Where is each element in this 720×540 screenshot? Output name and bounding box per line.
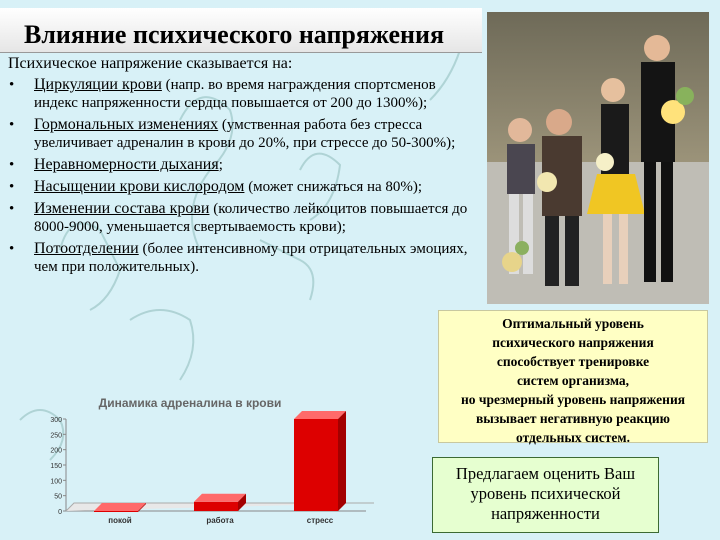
x-tick-label: стресс (306, 516, 334, 525)
x-tick-label: работа (206, 516, 234, 525)
bullet-icon: • (9, 157, 15, 173)
chart-bar (94, 511, 138, 512)
list-item (0, 76, 470, 112)
callout-line: отдельных систем. (516, 430, 630, 445)
callout-line: способствует тренировке (496, 354, 650, 369)
callout-line: психического напряжения (492, 335, 654, 350)
callout-line: систем организма, (516, 373, 630, 388)
bullet-desc: (умственная работа без стресса увеличивает адреналин в крови до 20%, при стрессе до 50-300%); (34, 117, 456, 151)
offer-line: Предлагаем оценить Ваш (455, 464, 636, 483)
offer-line: уровень психической (470, 484, 621, 503)
assessment-offer-box[interactable] (432, 457, 659, 533)
adrenaline-chart (40, 393, 374, 540)
callout-box (438, 310, 708, 443)
chart-bar-top (194, 494, 246, 502)
chart-bar (294, 419, 338, 511)
y-tick-label: 100 (50, 478, 62, 486)
chart-bar (194, 502, 238, 511)
bullet-icon: • (9, 241, 15, 257)
y-tick-label: 150 (50, 463, 62, 470)
y-tick-label: 250 (50, 432, 62, 440)
bullet-desc: ; (218, 157, 223, 173)
y-tick-label: 0 (58, 509, 62, 516)
athletes-photo-image (487, 12, 709, 304)
callout-line: вызывает негативную реакцию (476, 411, 670, 426)
bullet-term: Изменении состава крови (34, 200, 210, 217)
list-item (0, 178, 470, 196)
chart-bar-side (338, 411, 346, 511)
list-item (0, 116, 470, 152)
bullet-term: Неравномерности дыхания (34, 156, 219, 173)
bullet-term: Гормональных изменениях (34, 116, 219, 133)
chart-title: Динамика адреналина в крови (98, 396, 282, 410)
offer-line: напряженности (491, 504, 600, 523)
list-item (0, 156, 470, 174)
bullet-desc: (напр. во время награждения спортсменов индекс напряженности сердца повышается от 200 до 1300%); (34, 77, 436, 111)
bullet-icon: • (9, 117, 15, 133)
bullet-icon: • (9, 77, 15, 93)
list-item (0, 240, 470, 276)
slide-title: Влияние психического напряжения (24, 20, 445, 49)
bullet-term: Циркуляции крови (34, 76, 162, 93)
bullet-list (0, 76, 470, 280)
title-bar (0, 8, 482, 53)
bullet-desc: (может снижаться на 80%); (244, 179, 423, 195)
callout-line: Оптимальный уровень (502, 316, 644, 331)
callout-line: но чрезмерный уровень напряжения (460, 392, 686, 407)
chart-bar-top (94, 503, 146, 511)
athletes-photo (487, 12, 709, 304)
y-tick-label: 200 (50, 447, 62, 455)
bullet-desc: (более интенсивному при отрицательных эмоциях, чем при положительных). (34, 241, 468, 275)
y-tick-label: 50 (54, 493, 62, 501)
bullet-icon: • (9, 179, 15, 195)
chart-bar-top (294, 411, 346, 419)
y-tick-label: 300 (50, 417, 62, 424)
bullet-term: Потоотделении (34, 240, 139, 257)
x-tick-label: покой (108, 516, 132, 525)
list-item (0, 200, 470, 236)
intro-text: Психическое напряжение сказывается на: (8, 55, 293, 72)
chart-bars (94, 411, 346, 525)
bullet-desc: (количество лейкоцитов повышается до 8000-9000, уменьшается свертываемость крови); (34, 201, 468, 235)
bullet-term: Насыщении крови кислородом (34, 178, 245, 195)
bullet-icon: • (9, 201, 15, 217)
